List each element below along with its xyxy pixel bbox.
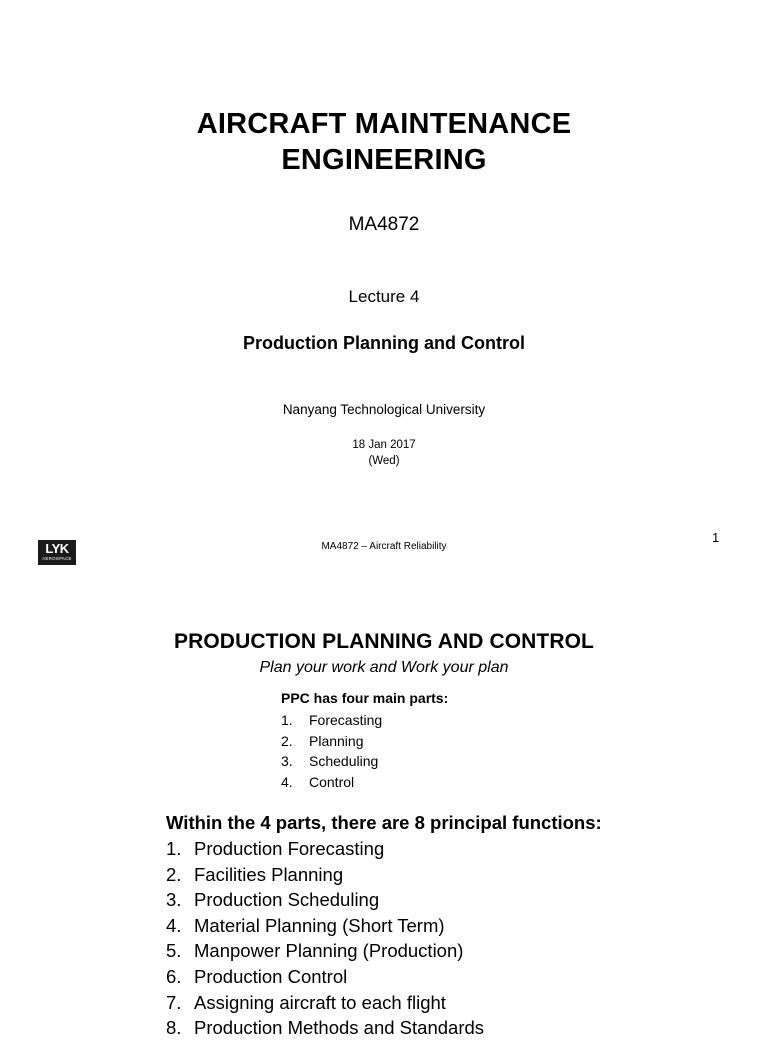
slide-title-line2: ENGINEERING bbox=[281, 144, 487, 176]
list-label: Production Control bbox=[194, 965, 348, 987]
list-label: Manpower Planning (Production) bbox=[194, 940, 464, 962]
list-number: 4. bbox=[281, 773, 293, 790]
course-code: MA4872 bbox=[348, 214, 420, 235]
slide2-title: PRODUCTION PLANNING AND CONTROL bbox=[174, 630, 594, 653]
ppc-parts-heading: PPC has four main parts: bbox=[281, 690, 449, 706]
list-label: Forecasting bbox=[309, 712, 383, 728]
functions-heading: Within the 4 parts, there are 8 principal functions: bbox=[166, 812, 602, 833]
list-label: Control bbox=[309, 773, 355, 790]
slide2-subtitle: Plan your work and Work your plan bbox=[259, 659, 509, 676]
list-number: 5. bbox=[166, 940, 182, 962]
slide-title-line1: AIRCRAFT MAINTENANCE bbox=[196, 108, 572, 140]
list-number: 6. bbox=[166, 965, 182, 987]
list-number: 3. bbox=[281, 753, 293, 769]
list-item bbox=[281, 772, 382, 793]
list-label: Material Planning (Short Term) bbox=[194, 914, 445, 936]
lecture-date bbox=[0, 437, 768, 469]
lecture-topic: Production Planning and Control bbox=[243, 333, 525, 353]
list-label: Production Scheduling bbox=[194, 889, 380, 911]
list-item bbox=[281, 751, 382, 772]
list-item bbox=[166, 862, 484, 888]
list-number: 2. bbox=[281, 732, 293, 749]
list-label: Facilities Planning bbox=[194, 863, 344, 885]
list-item bbox=[166, 887, 484, 913]
functions-list bbox=[166, 836, 484, 1041]
list-label: Assigning aircraft to each flight bbox=[194, 991, 446, 1013]
day-text: (Wed) bbox=[368, 455, 400, 467]
list-label: Production Methods and Standards bbox=[194, 1017, 485, 1039]
list-number: 1. bbox=[166, 838, 182, 859]
list-number: 7. bbox=[166, 991, 182, 1013]
list-label: Production Forecasting bbox=[194, 838, 385, 859]
list-number: 3. bbox=[166, 889, 182, 911]
list-number: 1. bbox=[281, 712, 293, 728]
slide-footer: MA4872 – Aircraft Reliability bbox=[321, 541, 447, 552]
lecture-number: Lecture 4 bbox=[348, 287, 420, 306]
logo-main-text: LYK bbox=[45, 541, 69, 556]
list-item bbox=[281, 710, 382, 731]
list-number: 8. bbox=[166, 1017, 182, 1039]
university-name: Nanyang Technological University bbox=[282, 402, 486, 417]
list-label: Planning bbox=[309, 732, 364, 749]
list-item bbox=[166, 990, 484, 1016]
list-number: 4. bbox=[166, 914, 182, 936]
list-item bbox=[281, 731, 382, 752]
slide-title bbox=[0, 106, 768, 178]
logo-sub-text: AEROSPACE bbox=[42, 556, 72, 561]
page-number: 1 bbox=[712, 530, 720, 545]
date-text: 18 Jan 2017 bbox=[352, 439, 416, 451]
list-item bbox=[166, 836, 484, 862]
list-number: 2. bbox=[166, 863, 182, 885]
list-item bbox=[166, 1015, 484, 1041]
list-item bbox=[166, 913, 484, 939]
list-label: Scheduling bbox=[309, 753, 379, 769]
ppc-parts-list bbox=[281, 710, 382, 792]
list-item bbox=[166, 964, 484, 990]
list-item bbox=[166, 938, 484, 964]
